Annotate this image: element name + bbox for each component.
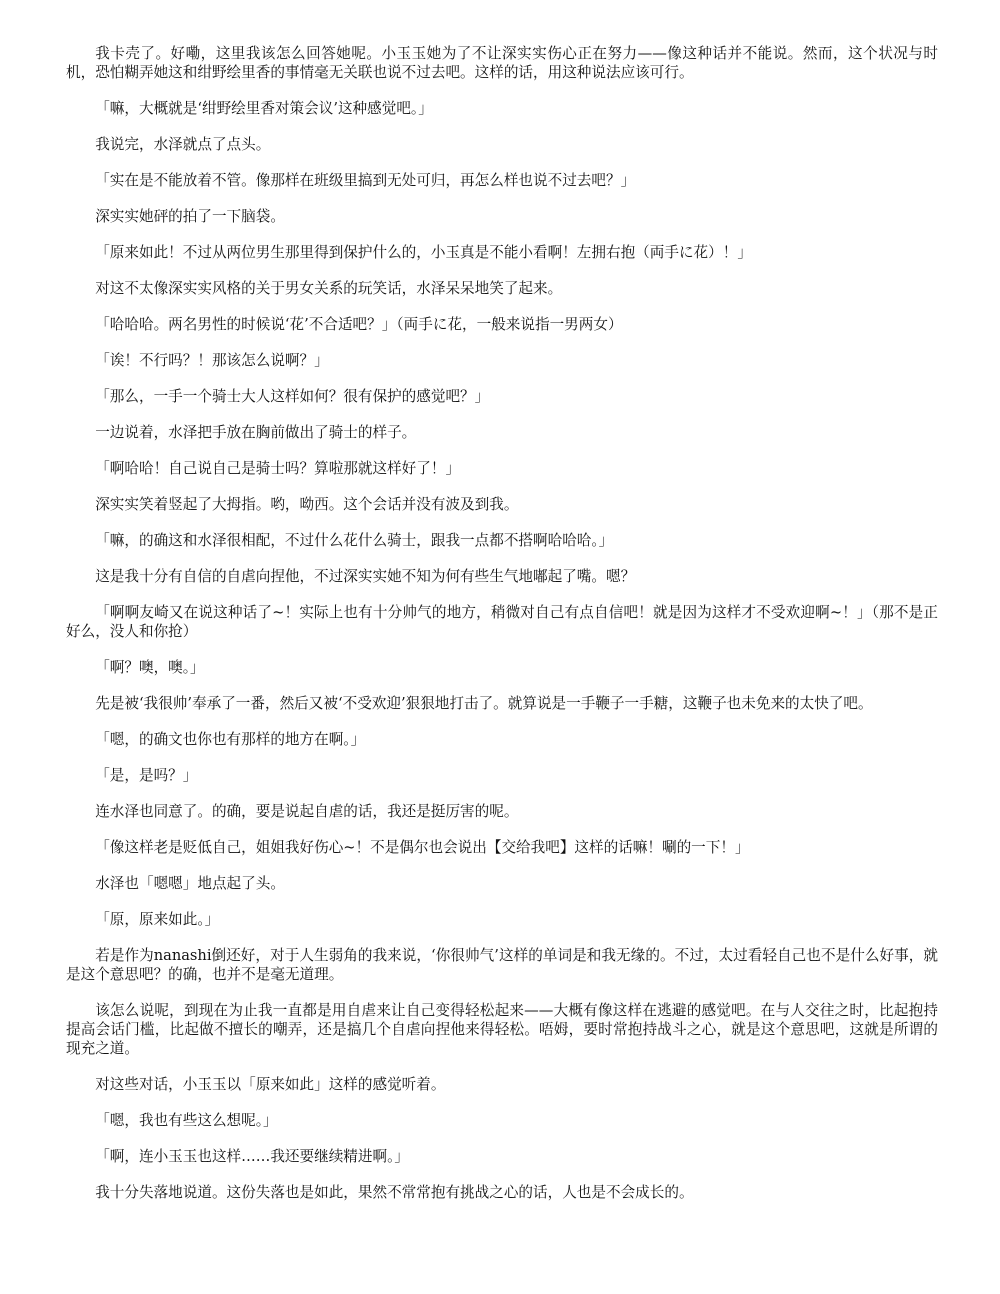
dialogue-line: 「原来如此！不过从两位男生那里得到保护什么的，小玉真是不能小看啊！左拥右抱（両手に花）！」 [95, 244, 752, 261]
dialogue-line: 「嗯，的确文也你也有那样的地方在啊。」 [95, 731, 366, 748]
dialogue-line: 「实在是不能放着不管。像那样在班级里搞到无处可归，再怎么样也说不过去吧？」 [95, 172, 636, 189]
paragraph: 对这些对话，小玉玉以「原来如此」这样的感觉听着。 [95, 1076, 446, 1093]
paragraph: 该怎么说呢，到现在为止我一直都是用自虐来让自己变得轻松起来——大概有像这样在逃避的感觉吧。在与人交往之时，比起抱持提高会话门槛，比起做不擅长的嘲弄，还是搞几个自虐向捏他来得轻松。唔姆，要时常抱持战斗之心，就是这个意思吧，这就是所谓的现充之道。 [66, 1002, 938, 1057]
paragraph: 深实实笑着竖起了大拇指。哟，呦西。这个会话并没有波及到我。 [95, 496, 519, 513]
dialogue-line: 「嗯，我也有些这么想呢。」 [95, 1112, 278, 1129]
paragraph: 水泽也「嗯嗯」地点起了头。 [95, 875, 285, 892]
dialogue-line: 「啊？噢，噢。」 [95, 659, 205, 676]
dialogue-line: 「啊哈哈！自己说自己是骑士吗？算啦那就这样好了！」 [95, 460, 461, 477]
dialogue-line: 「嘛，大概就是‘绀野绘里香对策会议’这种感觉吧。」 [95, 100, 433, 117]
dialogue-line: 「是，是吗？」 [95, 767, 198, 784]
dialogue-line: 「哈哈哈。两名男性的时候说‘花’不合适吧？」（両手に花，一般来说指一男两女） [95, 316, 623, 333]
paragraph: 连水泽也同意了。的确，要是说起自虐的话，我还是挺厉害的呢。 [95, 803, 519, 820]
paragraph: 若是作为nanashi倒还好，对于人生弱角的我来说，‘你很帅气’这样的单词是和我无缘的。不过，太过看轻自己也不是什么好事，就是这个意思吧？的确，也并不是毫无道理。 [66, 947, 938, 983]
paragraph: 我卡壳了。好嘞，这里我该怎么回答她呢。小玉玉她为了不让深实实伤心正在努力——像这种话并不能说。然而，这个状况与时机，恐怕糊弄她这和绀野绘里香的事情毫无关联也说不过去吧。这样的话，用这种说法应该可行。 [66, 45, 938, 81]
dialogue-line: 「原，原来如此。」 [95, 911, 220, 928]
dialogue-line: 「那么，一手一个骑士大人这样如何？很有保护的感觉吧？」 [95, 388, 490, 405]
paragraph: 这是我十分有自信的自虐向捏他，不过深实实她不知为何有些生气地嘟起了嘴。嗯？ [95, 568, 636, 585]
paragraph: 一边说着，水泽把手放在胸前做出了骑士的样子。 [95, 424, 417, 441]
paragraph: 先是被‘我很帅’奉承了一番，然后又被‘不受欢迎’狠狠地打击了。就算说是一手鞭子一手糖，这鞭子也未免来的太快了吧。 [95, 695, 873, 712]
dialogue-line: 「啊啊友崎又在说这种话了~！实际上也有十分帅气的地方，稍微对自己有点自信吧！就是因为这样才不受欢迎啊~！」（那不是正好么，没人和你抢） [66, 604, 938, 640]
dialogue-line: 「像这样老是贬低自己，姐姐我好伤心~！不是偶尔也会说出【交给我吧】这样的话嘛！唰的一下！」 [95, 839, 750, 856]
paragraph: 深实实她砰的拍了一下脑袋。 [95, 208, 285, 225]
dialogue-line: 「啊，连小玉玉也这样……我还要继续精进啊。」 [95, 1148, 409, 1165]
paragraph: 我十分失落地说道。这份失落也是如此，果然不常常抱有挑战之心的话，人也是不会成长的。 [95, 1184, 694, 1201]
paragraph: 我说完，水泽就点了点头。 [95, 136, 271, 153]
paragraph: 对这不太像深实实风格的关于男女关系的玩笑话，水泽呆呆地笑了起来。 [95, 280, 563, 297]
dialogue-line: 「嘛，的确这和水泽很相配，不过什么花什么骑士，跟我一点都不搭啊哈哈哈。」 [95, 532, 614, 549]
dialogue-line: 「诶！不行吗？！那该怎么说啊？」 [95, 352, 329, 369]
